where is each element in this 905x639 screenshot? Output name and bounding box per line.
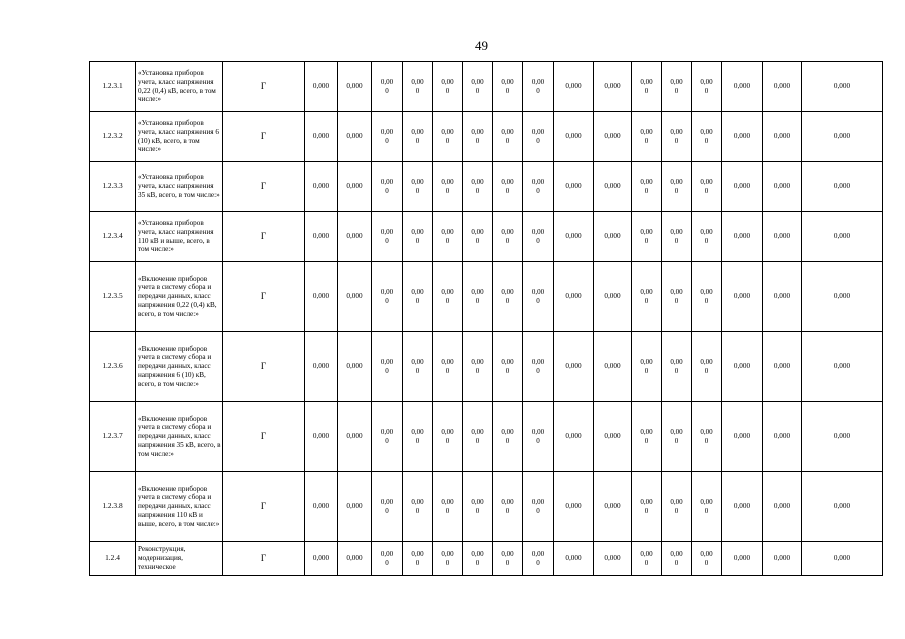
value-cell: 0,00 0 [662,62,692,112]
value-cell: 0,00 0 [662,542,692,576]
value-cell: 0,00 0 [403,112,433,162]
value-cell: 0,00 0 [493,112,523,162]
value-cell: 0,00 0 [493,332,523,402]
value-cell: 0,00 0 [403,62,433,112]
row-description: «Установка приборов учета, класс напряжения 6 (10) кВ, всего, в том числе:» [136,112,223,162]
value-cell: 0,00 0 [463,112,493,162]
value-cell: 0,00 0 [662,402,692,472]
value-cell: 0,00 0 [523,62,554,112]
value-cell: 0,000 [802,262,883,332]
value-cell: 0,000 [722,162,763,212]
value-cell: 0,00 0 [372,402,403,472]
value-cell: 0,00 0 [372,112,403,162]
row-code: 1.2.3.8 [90,472,136,542]
value-cell: 0,000 [763,112,802,162]
value-cell: 0,00 0 [692,542,722,576]
value-cell: 0,00 0 [692,62,722,112]
value-cell: 0,00 0 [403,162,433,212]
value-cell: 0,00 0 [632,472,662,542]
row-code: 1.2.3.3 [90,162,136,212]
value-cell: 0,000 [554,62,594,112]
value-cell: 0,00 0 [523,332,554,402]
value-cell: 0,00 0 [463,212,493,262]
value-cell: 0,00 0 [692,162,722,212]
value-cell: 0,000 [338,402,372,472]
value-cell: 0,00 0 [372,212,403,262]
value-cell: 0,00 0 [372,162,403,212]
row-description: «Установка приборов учета, класс напряжения 35 кВ, всего, в том числе:» [136,162,223,212]
value-cell: 0,000 [338,472,372,542]
value-cell: 0,00 0 [632,62,662,112]
table-row [90,402,883,472]
value-cell: 0,000 [722,112,763,162]
value-cell: 0,000 [305,162,338,212]
value-cell: 0,00 0 [493,262,523,332]
value-cell: 0,000 [554,542,594,576]
value-cell: 0,000 [554,262,594,332]
value-cell: 0,000 [554,332,594,402]
value-cell: 0,00 0 [692,212,722,262]
value-cell: 0,00 0 [372,262,403,332]
value-cell: 0,00 0 [632,402,662,472]
value-cell: 0,00 0 [523,542,554,576]
value-cell: 0,00 0 [692,262,722,332]
value-cell: 0,000 [338,542,372,576]
value-cell: 0,000 [305,542,338,576]
row-letter: Г [223,402,305,472]
value-cell: 0,00 0 [523,112,554,162]
value-cell: 0,00 0 [403,542,433,576]
value-cell: 0,00 0 [433,542,463,576]
row-description: «Включение приборов учета в систему сбора и передачи данных, класс напряжения 6 (10) кВ, всего, в том числе:» [136,332,223,402]
value-cell: 0,00 0 [523,162,554,212]
value-cell: 0,000 [802,332,883,402]
value-cell: 0,000 [594,332,632,402]
value-cell: 0,000 [722,62,763,112]
value-cell: 0,00 0 [662,472,692,542]
row-letter: Г [223,212,305,262]
value-cell: 0,00 0 [632,112,662,162]
value-cell: 0,000 [338,212,372,262]
value-cell: 0,00 0 [523,402,554,472]
value-cell: 0,000 [802,542,883,576]
row-code: 1.2.3.2 [90,112,136,162]
value-cell: 0,000 [594,212,632,262]
value-cell: 0,00 0 [463,542,493,576]
value-cell: 0,00 0 [403,332,433,402]
value-cell: 0,00 0 [433,332,463,402]
value-cell: 0,000 [594,402,632,472]
value-cell: 0,00 0 [662,162,692,212]
value-cell: 0,00 0 [463,402,493,472]
row-letter: Г [223,112,305,162]
table-row [90,472,883,542]
value-cell: 0,00 0 [372,332,403,402]
value-cell: 0,00 0 [662,262,692,332]
row-letter: Г [223,162,305,212]
value-cell: 0,000 [594,542,632,576]
row-letter: Г [223,472,305,542]
row-code: 1.2.3.1 [90,62,136,112]
value-cell: 0,00 0 [523,212,554,262]
value-cell: 0,000 [802,472,883,542]
value-cell: 0,00 0 [632,542,662,576]
value-cell: 0,00 0 [523,262,554,332]
value-cell: 0,00 0 [403,262,433,332]
table-row [90,112,883,162]
value-cell: 0,00 0 [662,212,692,262]
value-cell: 0,000 [722,542,763,576]
value-cell: 0,000 [338,112,372,162]
row-code: 1.2.3.6 [90,332,136,402]
table-row [90,262,883,332]
value-cell: 0,00 0 [692,112,722,162]
value-cell: 0,00 0 [463,62,493,112]
value-cell: 0,000 [763,212,802,262]
row-code: 1.2.4 [90,542,136,576]
value-cell: 0,00 0 [372,472,403,542]
table-row [90,212,883,262]
value-cell: 0,000 [554,112,594,162]
value-cell: 0,00 0 [433,402,463,472]
value-cell: 0,000 [722,212,763,262]
value-cell: 0,00 0 [493,542,523,576]
value-cell: 0,000 [554,212,594,262]
value-cell: 0,00 0 [632,332,662,402]
row-description: «Включение приборов учета в систему сбора и передачи данных, класс напряжения 0,22 (0,4) кВ, всего, в том числе:» [136,262,223,332]
value-cell: 0,000 [594,62,632,112]
value-cell: 0,000 [338,262,372,332]
value-cell: 0,000 [305,112,338,162]
value-cell: 0,00 0 [692,332,722,402]
value-cell: 0,00 0 [433,112,463,162]
value-cell: 0,00 0 [372,62,403,112]
value-cell: 0,00 0 [632,212,662,262]
value-cell: 0,00 0 [463,332,493,402]
value-cell: 0,000 [305,212,338,262]
value-cell: 0,000 [763,542,802,576]
row-letter: Г [223,332,305,402]
value-cell: 0,000 [594,472,632,542]
row-letter: Г [223,542,305,576]
value-cell: 0,000 [338,332,372,402]
table-row [90,162,883,212]
value-cell: 0,00 0 [433,262,463,332]
page-number: 49 [475,38,488,53]
value-cell: 0,00 0 [493,212,523,262]
value-cell: 0,000 [763,472,802,542]
table-row [90,62,883,112]
value-cell: 0,00 0 [403,402,433,472]
value-cell: 0,000 [594,112,632,162]
value-cell: 0,000 [338,162,372,212]
value-cell: 0,00 0 [463,472,493,542]
row-code: 1.2.3.7 [90,402,136,472]
value-cell: 0,00 0 [632,162,662,212]
value-cell: 0,000 [722,332,763,402]
value-cell: 0,000 [305,402,338,472]
value-cell: 0,00 0 [493,162,523,212]
value-cell: 0,000 [594,262,632,332]
value-cell: 0,000 [802,62,883,112]
value-cell: 0,000 [305,62,338,112]
value-cell: 0,000 [722,262,763,332]
value-cell: 0,000 [763,62,802,112]
row-code: 1.2.3.5 [90,262,136,332]
value-cell: 0,000 [763,262,802,332]
row-code: 1.2.3.4 [90,212,136,262]
row-letter: Г [223,62,305,112]
value-cell: 0,000 [305,332,338,402]
table-row [90,542,883,576]
value-cell: 0,000 [338,62,372,112]
value-cell: 0,00 0 [433,162,463,212]
value-cell: 0,00 0 [692,472,722,542]
value-cell: 0,00 0 [523,472,554,542]
value-cell: 0,000 [554,472,594,542]
value-cell: 0,00 0 [493,402,523,472]
row-description: «Включение приборов учета в систему сбора и передачи данных, класс напряжения 35 кВ, всего, в том числе:» [136,402,223,472]
value-cell: 0,00 0 [662,332,692,402]
value-cell: 0,000 [594,162,632,212]
row-letter: Г [223,262,305,332]
value-cell: 0,00 0 [493,62,523,112]
value-cell: 0,000 [763,332,802,402]
value-cell: 0,000 [305,472,338,542]
value-cell: 0,000 [802,402,883,472]
table-row [90,332,883,402]
row-description: «Установка приборов учета, класс напряжения 110 кВ и выше, всего, в том числе:» [136,212,223,262]
row-description: «Установка приборов учета, класс напряжения 0,22 (0,4) кВ, всего, в том числе:» [136,62,223,112]
value-cell: 0,00 0 [403,472,433,542]
value-cell: 0,00 0 [493,472,523,542]
value-cell: 0,000 [554,162,594,212]
row-description: Реконструкция, модернизация, техническое [136,542,223,576]
value-cell: 0,00 0 [632,262,662,332]
value-cell: 0,00 0 [692,402,722,472]
value-cell: 0,000 [763,402,802,472]
value-cell: 0,00 0 [403,212,433,262]
value-cell: 0,00 0 [372,542,403,576]
value-cell: 0,00 0 [463,162,493,212]
value-cell: 0,000 [554,402,594,472]
value-cell: 0,000 [763,162,802,212]
value-cell: 0,00 0 [433,472,463,542]
row-description: «Включение приборов учета в систему сбора и передачи данных, класс напряжения 110 кВ и выше, всего, в том числе:» [136,472,223,542]
value-cell: 0,000 [802,212,883,262]
data-table [89,61,883,576]
value-cell: 0,00 0 [433,62,463,112]
value-cell: 0,00 0 [463,262,493,332]
value-cell: 0,00 0 [433,212,463,262]
value-cell: 0,000 [802,162,883,212]
value-cell: 0,00 0 [662,112,692,162]
value-cell: 0,000 [722,402,763,472]
value-cell: 0,000 [802,112,883,162]
value-cell: 0,000 [722,472,763,542]
value-cell: 0,000 [305,262,338,332]
